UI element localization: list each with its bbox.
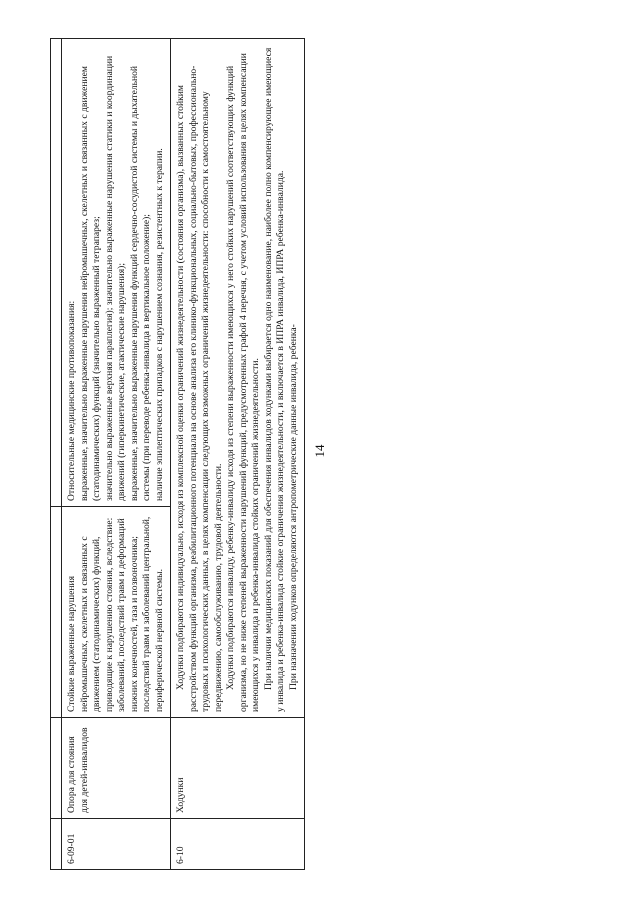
description-cell [171,39,305,718]
description-paragraph: При наличии медицинских показаний для обеспечения инвалидов ходунками выбирается одно наименование, наиболее полно компенсирующее имеющиеся у инвалида и ребенка-инвалида стойкие ограничения жизнедеятельности, и включается в ИПРА инвалида, ИПРА ребенка-инвалида. [262,47,286,712]
contraindications-cell [62,39,171,507]
row-code: 6-09-01 [62,819,171,870]
table-top-row [51,39,62,870]
rotated-table-container [50,38,576,870]
table-row [62,39,171,870]
contraindication-line: выраженные, значительно выраженные нарушения нейромышечных, скелетных и связанных с движением (статодинамических) функций (значительно выраженный тетрапарез; [78,66,102,501]
row-code: 6-10 [171,819,305,870]
table-row [171,39,305,870]
indication-line: последствий травм и заболеваний центральной, периферической нервной системы. [141,516,165,712]
indication-line: Стойкие выраженные нарушения нейромышечных, скелетных и связанных с движением (статодинамических) функций, приводящие к нарушению стояния, вследствие: [66,517,115,712]
page-number: 14 [312,444,327,458]
document-table [50,38,305,870]
description-paragraph: Ходунки подбираются индивидуально, исходя из комплексной оценки ограничений жизнедеятельности (состояния организма), вызванных стойким расстройством функций организма, реабилитационного потенциала на основе анализа его клинико-функциональных, социально-бытовых, профессионально-трудовых и психологических данных, в целях компенсации следующих возможных ограничений жизнедеятельности: способности к самостоятельному передвижению, самообслуживанию, трудовой деятельности. [175,65,224,712]
row-name: Ходунки [171,718,305,819]
contraindication-line: наличие эпилептических припадков с нарушением сознания, резистентных к терапии. [153,148,165,501]
contraindication-line: Относительные медицинские противопоказания: [66,300,77,501]
empty-cell [51,39,62,507]
row-name: Опора для стояния для детей-инвалидов [62,718,171,819]
contraindication-line: значительно выраженные верхняя параплегия); значительно выраженные нарушения статики и координации движений (гиперкинетические, атактические нарушения); [103,55,127,501]
indication-line: заболеваний, последствий травм и деформаций нижних конечностей, таза и позвоночника; [116,518,140,712]
empty-cell [51,819,62,870]
contraindication-line: выраженные, значительно выраженные нарушения функций сердечно-сосудистой системы и дыхательной системы (при переводе ребенка-инвалида в вертикальное положение); [128,65,152,501]
indications-cell [62,507,171,718]
empty-cell [51,718,62,819]
description-paragraph: При назначении ходунков определяются антропометрические данные инвалида, ребенка- [287,324,299,690]
empty-cell [51,507,62,718]
description-paragraph: Ходунки подбираются инвалиду, ребенку-инвалиду исходя из степени выраженности имеющихся у него стойких нарушений соответствующих функций организма, но не ниже степеней выраженности нарушений функций, предусмотренных графой 4 перечня, с учетом условий использования в целях компенсации имеющихся у инвалида и ребенка-инвалида стойких ограничений жизнедеятельности. [225,53,261,712]
